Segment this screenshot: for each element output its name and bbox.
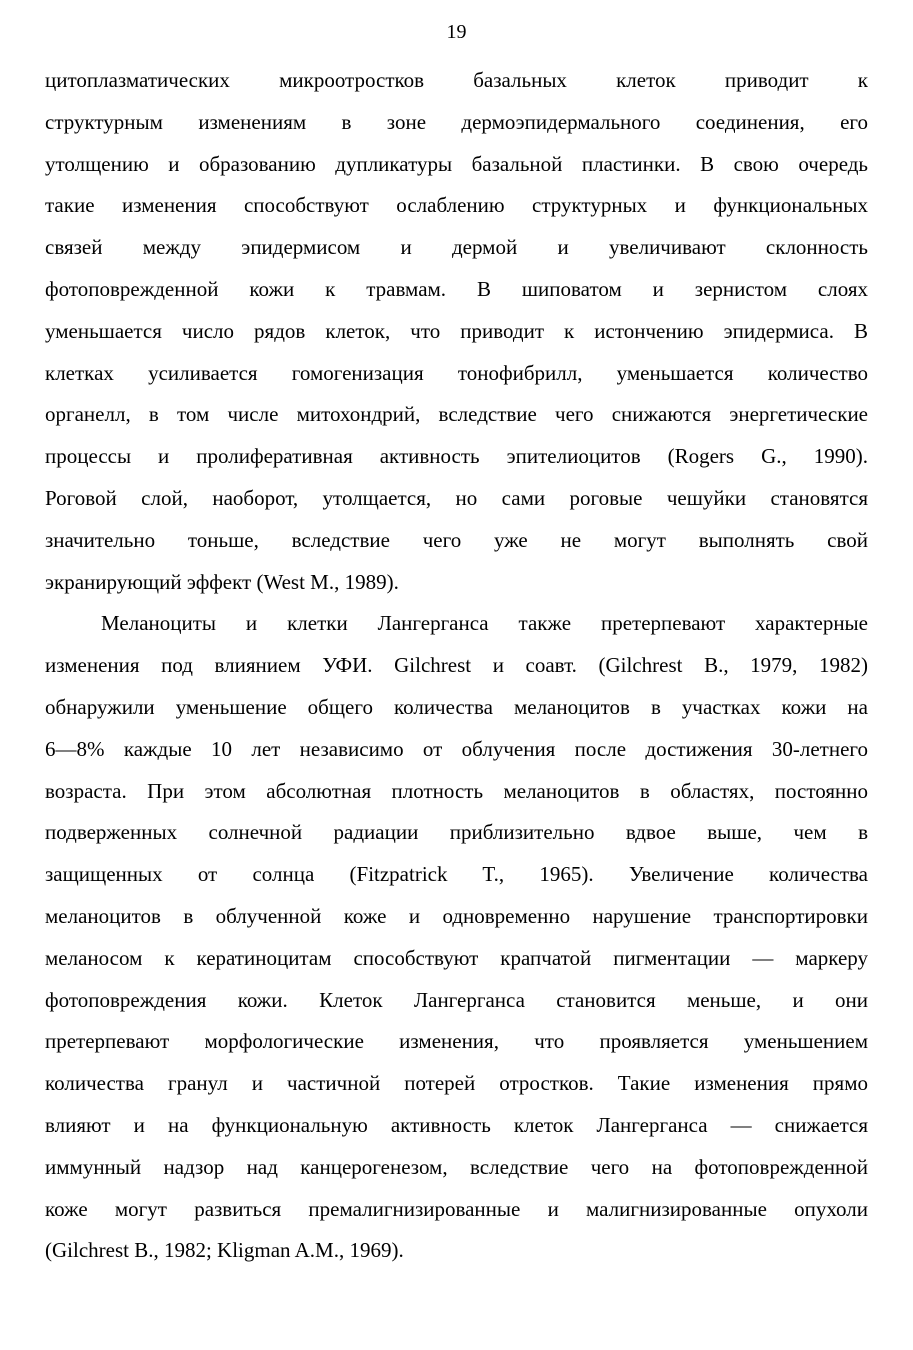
text-line: такие изменения способствуют ослаблению структурных и функциональных bbox=[45, 193, 868, 218]
text-line: цитоплазматических микроотростков базальных клеток приводит к bbox=[45, 68, 868, 92]
text-line: иммунный надзор над канцерогенезом, вследствие чего на фотоповрежденной bbox=[45, 1154, 868, 1179]
text-line: (Gilchrest B., 1982; Kligman A.M., 1969). bbox=[45, 1238, 404, 1263]
text-line: связей между эпидермисом и дермой и увеличивают склонность bbox=[45, 235, 868, 260]
text-line: обнаружили уменьшение общего количества меланоцитов в участках кожи на bbox=[45, 694, 868, 719]
text-line: экранирующий эффект (West M., 1989). bbox=[45, 569, 399, 594]
paragraph bbox=[45, 60, 868, 603]
text-line: меланосом к кератиноцитам способствуют крапчатой пигментации — маркеру bbox=[45, 945, 868, 970]
text-line: процессы и пролиферативная активность эпителиоцитов (Rogers G., 1990). bbox=[45, 444, 868, 469]
paragraph bbox=[45, 603, 868, 1272]
text-line: возраста. При этом абсолютная плотность меланоцитов в областях, постоянно bbox=[45, 778, 868, 803]
text-line: структурным изменениям в зоне дермоэпидермального соединения, его bbox=[45, 109, 868, 134]
text-line: подверженных солнечной радиации приблизительно вдвое выше, чем в bbox=[45, 820, 868, 845]
text-line: органелл, в том числе митохондрий, вследствие чего снижаются энергетические bbox=[45, 402, 868, 427]
text-line: влияют и на функциональную активность клеток Лангерганса — снижается bbox=[45, 1112, 868, 1137]
text-line: 6—8% каждые 10 лет независимо от облучения после достижения 30-летнего bbox=[45, 736, 868, 761]
text-line: значительно тоньше, вследствие чего уже не могут выполнять свой bbox=[45, 527, 868, 552]
text-line: утолщению и образованию дупликатуры базальной пластинки. В свою очередь bbox=[45, 151, 868, 176]
text-line: коже могут развиться премалигнизированные и малигнизированные опухоли bbox=[45, 1196, 868, 1221]
text-line: фотоповреждения кожи. Клеток Лангерганса становится меньше, и они bbox=[45, 987, 868, 1012]
text-line: защищенных от солнца (Fitzpatrick T., 1965). Увеличение количества bbox=[45, 862, 868, 887]
text-line: уменьшается число рядов клеток, что приводит к истончению эпидермиса. В bbox=[45, 318, 868, 343]
text-line: претерпевают морфологические изменения, что проявляется уменьшением bbox=[45, 1029, 868, 1054]
text-line: фотоповрежденной кожи к травмам. В шиповатом и зернистом слоях bbox=[45, 276, 868, 301]
page-number: 19 bbox=[446, 21, 467, 43]
text-line: клетках усиливается гомогенизация тонофибрилл, уменьшается количество bbox=[45, 360, 868, 385]
text-line: Роговой слой, наоборот, утолщается, но сами роговые чешуйки становятся bbox=[45, 485, 868, 510]
text-line: изменения под влиянием УФИ. Gilchrest и соавт. (Gilchrest B., 1979, 1982) bbox=[45, 653, 868, 678]
text-line: количества гранул и частичной потерей отростков. Такие изменения прямо bbox=[45, 1071, 868, 1096]
text-line: Меланоциты и клетки Лангерганса также претерпевают характерные bbox=[101, 611, 868, 636]
body-text bbox=[45, 60, 868, 1272]
text-line: меланоцитов в облученной коже и одновременно нарушение транспортировки bbox=[45, 903, 868, 928]
